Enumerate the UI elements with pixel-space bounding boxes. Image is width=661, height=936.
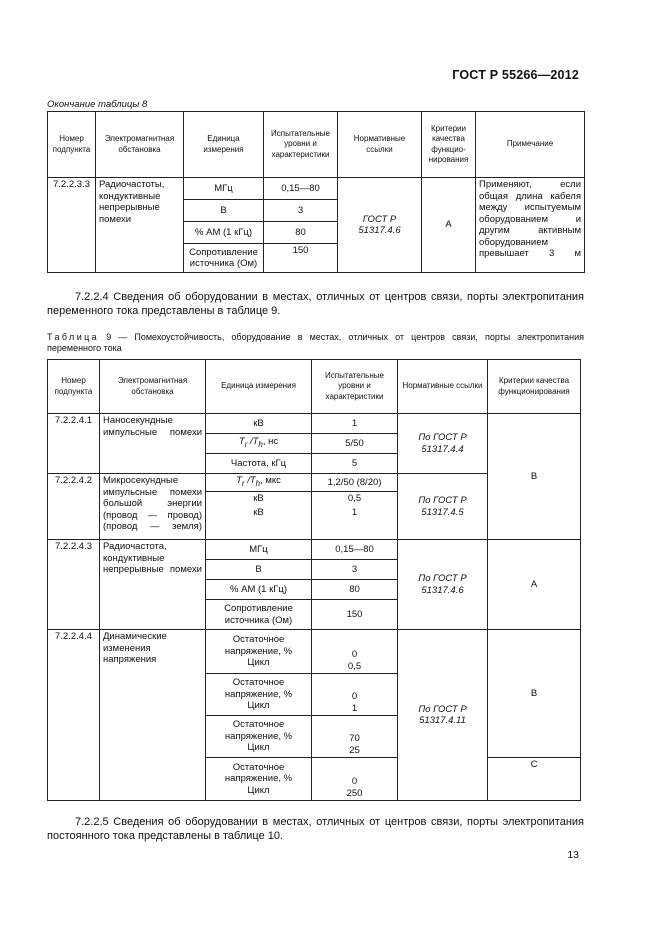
table-9 [47,359,581,801]
unit-cell: кВ [206,506,312,540]
row-number: 7.2.2.4.1 [48,414,100,474]
table9-header-cell: Испытательные уровни и характеристики [312,360,398,414]
level-line: 0 [351,649,358,660]
level-line: 0,5 [347,660,362,672]
level-line: 250 [346,787,363,799]
unit-cell: Сопротивление источника (Ом) [184,244,264,273]
symbol-label: $T_r$ $/T_h$ [238,436,263,450]
reference-cell: По ГОСТ Р 51317.4.5 [398,474,488,540]
row-environment: Динамические изменения напряжения [100,630,206,801]
table-row [48,540,581,560]
row-environment: Радиочастота, кондуктивные непрерывные помехи [100,540,206,630]
level-cell [312,758,398,801]
unit-line: Остаточное напряжение, % [224,677,293,700]
level-line: 0 [351,691,358,702]
page-number: 13 [567,849,579,861]
unit-cell: МГц [206,540,312,560]
reference-cell: По ГОСТ Р 51317.4.4 [398,414,488,474]
table8-header-cell: Единица измерения [184,112,264,178]
row-environment: Наносекундные импульсные помехи [100,414,206,474]
table9-caption-text: 9 — Помехоустойчивость, оборудование в местах, отличных от центров связи, порты электропитания переменного тока [47,332,584,353]
reference-cell: По ГОСТ Р 51317.4.6 [398,540,488,630]
level-cell: 3 [264,200,338,222]
level-cell: 1 [312,414,398,434]
unit-cell: В [206,560,312,580]
row-number: 7.2.2.4.3 [48,540,100,630]
criteria-cell: В [488,414,581,540]
unit-line: Остаточное напряжение, % [224,719,293,742]
level-cell: 3 [312,560,398,580]
level-line: 70 [349,733,360,744]
table-8 [47,111,585,273]
row-number: 7.2.2.3.3 [48,178,96,273]
unit-cell: МГц [184,178,264,200]
level-line: 0 [351,776,358,787]
level-cell: 5 [312,454,398,474]
symbol-label: $T_r$ $/T_h$ [236,475,261,489]
unit-cell [206,716,312,758]
unit-cell [206,674,312,716]
table9-header-cell: Номер подпункта [48,360,100,414]
level-cell: 150 [264,244,338,273]
criteria-cell: А [488,540,581,630]
level-cell: 80 [264,222,338,244]
reference-cell: По ГОСТ Р 51317.4.11 [398,630,488,801]
table8-header-cell: Номер подпункта [48,112,96,178]
unit-cell [206,758,312,801]
level-cell: 0,15—80 [312,540,398,560]
unit-cell [206,630,312,674]
table-row [48,630,581,674]
paragraph-7-2-2-4: 7.2.2.4 Сведения об оборудовании в местах, отличных от центров связи, порты электропитания переменного тока представлены в таблице 9. [47,291,584,317]
row-environment: Радиочастоты, кондуктивные непрерывные помехи [96,178,184,273]
unit-cell: В [184,200,264,222]
unit-line: Цикл [247,742,270,754]
level-cell [312,630,398,674]
table8-header-cell: Испытательные уровни и характеристики [264,112,338,178]
unit-cell: % АМ (1 кГц) [184,222,264,244]
unit-line: Остаточное напряжение, % [224,634,293,657]
unit-line: Цикл [247,700,270,712]
table8-header-cell: Электромагнитная обстановка [96,112,184,178]
unit-line: Остаточное напряжение, % [224,761,293,785]
table9-header-cell: Единица измерения [206,360,312,414]
level-line: 25 [349,744,360,756]
unit-cell: $T_r$ $/T_h$, нс [206,434,312,454]
reference-cell: ГОСТ Р 51317.4.6 [338,178,422,273]
level-cell: 1,2/50 (8/20) [312,474,398,492]
table8-header-cell: Критерии качества функцио-нирования [422,112,476,178]
table9-header-row [48,360,581,414]
unit-cell: % АМ (1 кГц) [206,580,312,600]
level-cell: 5/50 [312,434,398,454]
unit-cell: $T_r$ $/T_h$, мкс [206,474,312,492]
table-row [48,178,585,200]
table8-caption: Окончание таблицы 8 [47,99,148,110]
unit-line: Цикл [247,784,270,796]
unit-cell: кВ [206,492,312,506]
unit-cell: кВ [206,414,312,434]
level-cell: 1 [312,506,398,540]
table-row [48,414,581,434]
criteria-cell: А [422,178,476,273]
document-code: ГОСТ Р 55266—2012 [452,68,579,82]
unit-cell: Сопротивление источника (Ом) [206,600,312,630]
criteria-cell: В [488,630,581,758]
paragraph-7-2-2-5: 7.2.2.5 Сведения об оборудовании в местах, отличных от центров связи, порты электропитания постоянного тока представлены в таблице 10. [47,816,584,842]
table8-header-row [48,112,585,178]
table9-header-cell: Критерии качества функционирования [488,360,581,414]
table8-header-cell: Нормативные ссылки [338,112,422,178]
level-cell: 0,5 [312,492,398,506]
row-number: 7.2.2.4.2 [48,474,100,540]
unit-line: Цикл [247,657,270,669]
level-cell: 80 [312,580,398,600]
note-cell: Применяют, если общая длина кабеля между испытуемым оборудованием и другим активным оборудованием превышает 3 м [476,178,585,273]
table8-header-cell: Примечание [476,112,585,178]
level-line: 1 [351,702,358,714]
level-cell [312,674,398,716]
row-number: 7.2.2.4.4 [48,630,100,801]
level-cell [312,716,398,758]
level-cell: 150 [312,600,398,630]
unit-cell: Частота, кГц [206,454,312,474]
table9-header-cell: Нормативные ссылки [398,360,488,414]
table9-caption [47,332,584,354]
criteria-cell: С [488,758,581,801]
table9-caption-label: Таблица [47,332,100,342]
row-environment: Микросекундные импульсные помехи большой энергии (провод — провод) (провод — земля) [100,474,206,540]
level-cell: 0,15—80 [264,178,338,200]
table9-header-cell: Электромагнитная обстановка [100,360,206,414]
